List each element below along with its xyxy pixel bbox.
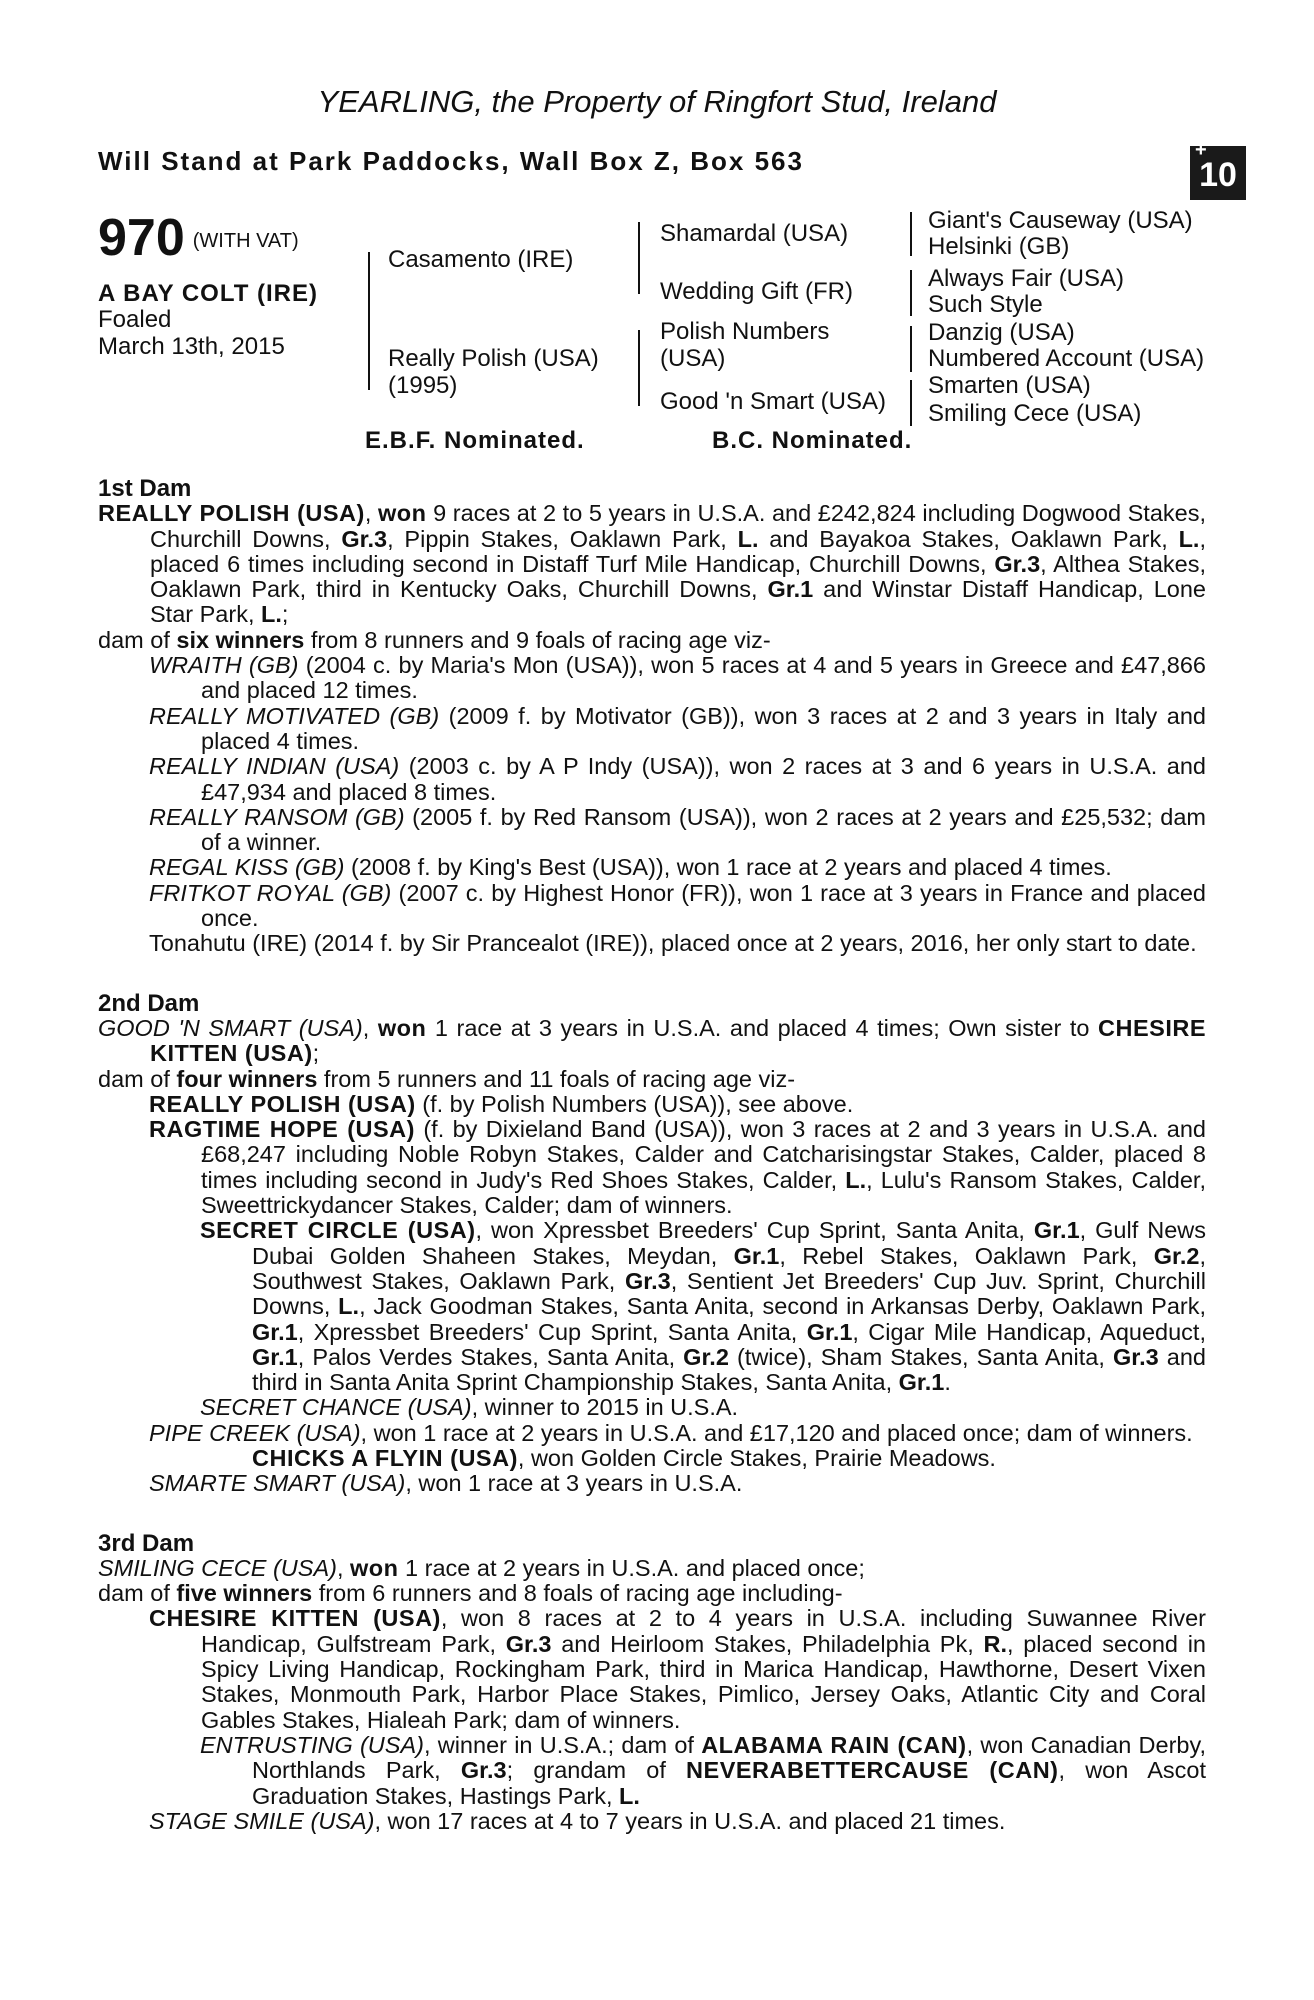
progeny-name: PIPE CREEK (USA) <box>149 1419 361 1446</box>
third-dam-produce-summary: dam of five winners from 6 runners and 8 foals of racing age including- <box>98 1580 843 1607</box>
dam-dam-dam: Smiling Cece (USA) <box>928 400 1142 427</box>
foaled-label: Foaled <box>98 306 172 333</box>
pedigree-brace <box>910 270 912 316</box>
progeny-entry: REALLY RANSOM (GB) (2005 f. by Red Ransom (USA)), won 2 races at 2 years and £25,532; dam of a winner. <box>149 803 1206 856</box>
dam-year: (1995) <box>388 372 458 399</box>
progeny-entry: REALLY INDIAN (USA) (2003 c. by A P Indy (USA)), won 2 races at 3 and 6 years in U.S.A. and £47,934 and placed 8 times. <box>149 753 1206 805</box>
progeny-name: RAGTIME HOPE (USA) <box>149 1116 415 1143</box>
dam-dam: Good 'n Smart (USA) <box>660 388 886 415</box>
progeny-name: REALLY INDIAN (USA) <box>149 753 400 780</box>
bc-nominated: B.C. Nominated. <box>712 427 913 454</box>
lot-description: A BAY COLT (IRE) <box>98 280 319 307</box>
progeny-name: SMARTE SMART (USA) <box>149 1470 406 1497</box>
sister-name: CHESIRE KITTEN (USA) <box>150 1014 1206 1067</box>
lot-number: 970 <box>98 209 185 267</box>
winners-count: six winners <box>176 626 305 653</box>
pedigree-brace <box>638 330 640 406</box>
progeny-name: REALLY RANSOM (GB) <box>149 803 405 830</box>
dam-sire-dam: Numbered Account (USA) <box>928 345 1205 372</box>
third-dam-record: SMILING CECE (USA), won 1 race at 2 years in U.S.A. and placed once; <box>98 1554 865 1581</box>
progeny-name: REALLY POLISH (USA) <box>149 1090 416 1117</box>
horse-name: GOOD 'N SMART (USA) <box>98 1014 363 1041</box>
progeny-entry: Tonahutu (IRE) (2014 f. by Sir Prancealot (IRE)), placed once at 2 years, 2016, her only start to date. <box>149 930 1197 957</box>
lot-number-block <box>98 208 299 268</box>
vat-label: (WITH VAT) <box>192 229 299 252</box>
won-label: won <box>377 500 427 527</box>
catalogue-body <box>98 476 1206 1834</box>
first-dam-heading: 1st Dam <box>98 475 192 502</box>
foaled-info <box>98 306 285 360</box>
dam-sire-country: (USA) <box>660 345 726 372</box>
sire-sire-dam: Helsinki (GB) <box>928 233 1070 260</box>
progeny-entry: SECRET CHANCE (USA), winner to 2015 in U.S.A. <box>200 1394 739 1421</box>
progeny-entry: STAGE SMILE (USA), won 17 races at 4 to 7 years in U.S.A. and placed 21 times. <box>149 1807 1006 1834</box>
progeny-name: REGAL KISS (GB) <box>149 854 345 881</box>
progeny-entry: CHICKS A FLYIN (USA), won Golden Circle Stakes, Prairie Meadows. <box>252 1444 996 1471</box>
pedigree-brace <box>910 380 912 426</box>
progeny-name: CHICKS A FLYIN (USA) <box>252 1444 518 1471</box>
grade: L. <box>261 601 282 628</box>
progeny-name: SECRET CHANCE (USA) <box>200 1394 472 1421</box>
third-dam-heading: 3rd Dam <box>98 1529 195 1557</box>
sire-dam-sire: Always Fair (USA) <box>928 265 1125 292</box>
progeny-name: ENTRUSTING (USA) <box>200 1731 424 1758</box>
page-title: YEARLING, the Property of Ringfort Stud, Ireland <box>317 84 997 119</box>
progeny-name: CHESIRE KITTEN (USA) <box>149 1605 441 1632</box>
progeny-entry: SECRET CIRCLE (USA), won Xpressbet Breeders' Cup Sprint, Santa Anita, Gr.1, Gulf News Dubai Golden Shaheen Stakes, Meydan, Gr.1, Rebel Stakes, Oaklawn Park, Gr.2, Southwest Stakes, Oaklawn Park, Gr.3, Sentient Jet Breeders' Cup Juv. Sprint, Churchill Downs, L., Jack Goodman Stakes, Santa Anita, second in Arkansas Derby, Oaklawn Park, Gr.1, Xpressbet Breeders' Cup Sprint, Santa Anita, Gr.1, Cigar Mile Handicap, Aqueduct, Gr.1, Palos Verdes Stakes, Santa Anita, Gr.2 (twice), Sham Stakes, Santa Anita, Gr.3 and third in Santa Anita Sprint Championship Stakes, Santa Anita, Gr.1. <box>200 1217 1207 1396</box>
progeny-entry: REALLY POLISH (USA) (f. by Polish Numbers (USA)), see above. <box>149 1090 854 1117</box>
progeny-name: REALLY MOTIVATED (GB) <box>149 702 440 729</box>
second-dam-produce-summary: dam of four winners from 5 runners and 11 foals of racing age viz- <box>98 1065 796 1092</box>
second-dam-heading: 2nd Dam <box>98 989 200 1017</box>
horse-name: REALLY POLISH (USA) <box>98 500 365 527</box>
progeny-name: WRAITH (GB) <box>149 652 299 679</box>
grade: L. <box>1178 525 1200 552</box>
progeny-entry: FRITKOT ROYAL (GB) (2007 c. by Highest Honor (FR)), won 1 race at 3 years in France and placed once. <box>149 879 1206 932</box>
dam-name: Really Polish (USA) <box>388 345 599 372</box>
pedigree-brace <box>910 212 912 256</box>
pedigree-brace <box>638 222 640 294</box>
dam-dam-sire: Smarten (USA) <box>928 372 1091 399</box>
progeny-entry: REALLY MOTIVATED (GB) (2009 f. by Motivator (GB)), won 3 races at 2 and 3 years in Italy and placed 4 times. <box>149 702 1206 754</box>
sire-dam: Wedding Gift (FR) <box>660 278 853 305</box>
stand-location: Will Stand at Park Paddocks, Wall Box Z, Box 563 <box>98 146 804 176</box>
progeny-entry: WRAITH (GB) (2004 c. by Maria's Mon (USA)), won 5 races at 4 and 5 years in Greece and £47,866 and placed 12 times. <box>149 652 1206 704</box>
foaled-date: March 13th, 2015 <box>98 333 285 360</box>
pedigree-brace <box>910 326 912 372</box>
first-dam-produce-summary: dam of six winners from 8 runners and 9 foals of racing age viz- <box>98 626 771 653</box>
dam-sire-name: Polish Numbers <box>660 318 830 345</box>
progeny-entry: ENTRUSTING (USA), winner in U.S.A.; dam of ALABAMA RAIN (CAN), won Canadian Derby, Northlands Park, Gr.3; grandam of NEVERABETTERCAUSE (CAN), won Ascot Graduation Stakes, Hastings Park, L. <box>200 1731 1207 1809</box>
progeny-entry: SMARTE SMART (USA), won 1 race at 3 years in U.S.A. <box>149 1470 743 1497</box>
progeny-entry: RAGTIME HOPE (USA) (f. by Dixieland Band (USA)), won 3 races at 2 and 3 years in U.S.A. and £68,247 including Noble Robyn Stakes, Calder and Catcharisingstar Stakes, Calder, placed 8 times including second in Judy's Red Shoes Stakes, Calder, L., Lulu's Ransom Stakes, Calder, Sweettrickydancer Stakes, Calder; dam of winners. <box>149 1116 1206 1219</box>
sire-dam-dam: Such Style <box>928 291 1043 318</box>
grade: Gr.1 <box>767 576 814 603</box>
progeny-entry: REGAL KISS (GB) (2008 f. by King's Best (USA)), won 1 race at 2 years and placed 4 times. <box>149 854 1112 881</box>
badge-number: 10 <box>1199 156 1237 194</box>
badge-plus-icon: + <box>1195 139 1207 161</box>
horse-name: SMILING CECE (USA) <box>98 1554 337 1581</box>
ebf-nominated: E.B.F. Nominated. <box>365 427 585 454</box>
progeny-entry: CHESIRE KITTEN (USA), won 8 races at 2 to 4 years in U.S.A. including Suwannee River Handicap, Gulfstream Park, Gr.3 and Heirloom Stakes, Philadelphia Pk, R., placed second in Spicy Living Handicap, Rockingham Park, third in Marica Handicap, Hawthorne, Desert Vixen Stakes, Monmouth Park, Harbor Place Stakes, Pimlico, Jersey Oaks, Atlantic City and Coral Gables Stakes, Hialeah Park; dam of winners. <box>149 1605 1206 1733</box>
sire-sire-sire: Giant's Causeway (USA) <box>928 207 1193 234</box>
sire-sire: Shamardal (USA) <box>660 220 849 247</box>
dam <box>388 345 599 399</box>
grade: Gr.3 <box>994 550 1041 577</box>
lot-badge <box>1190 139 1246 200</box>
dam-sire-sire: Danzig (USA) <box>928 319 1075 346</box>
first-dam-record: REALLY POLISH (USA), won 9 races at 2 to 5 years in U.S.A. and £242,824 including Dogwood Stakes, Churchill Downs, Gr.3, Pippin Stakes, Oaklawn Park, L. and Bayakoa Stakes, Oaklawn Park, L., placed 6 times including second in Distaff Turf Mile Handicap, Churchill Downs, Gr.3, Althea Stakes, Oaklawn Park, third in Kentucky Oaks, Churchill Downs, Gr.1 and Winstar Distaff Handicap, Lone Star Park, L.; <box>98 500 1207 628</box>
progeny-entry: PIPE CREEK (USA), won 1 race at 2 years in U.S.A. and £17,120 and placed once; dam of winners. <box>149 1419 1193 1446</box>
second-dam-record: GOOD 'N SMART (USA), won 1 race at 3 years in U.S.A. and placed 4 times; Own sister to CHESIRE KITTEN (USA); <box>98 1014 1206 1067</box>
pedigree-brace <box>368 252 370 390</box>
progeny-name: FRITKOT ROYAL (GB) <box>149 879 392 906</box>
dam-sire <box>660 318 829 372</box>
grade: Gr.3 <box>341 525 388 552</box>
progeny-name: SECRET CIRCLE (USA) <box>200 1217 476 1244</box>
sire: Casamento (IRE) <box>388 246 574 273</box>
grade: L. <box>737 525 759 552</box>
progeny-name: STAGE SMILE (USA) <box>149 1807 375 1834</box>
